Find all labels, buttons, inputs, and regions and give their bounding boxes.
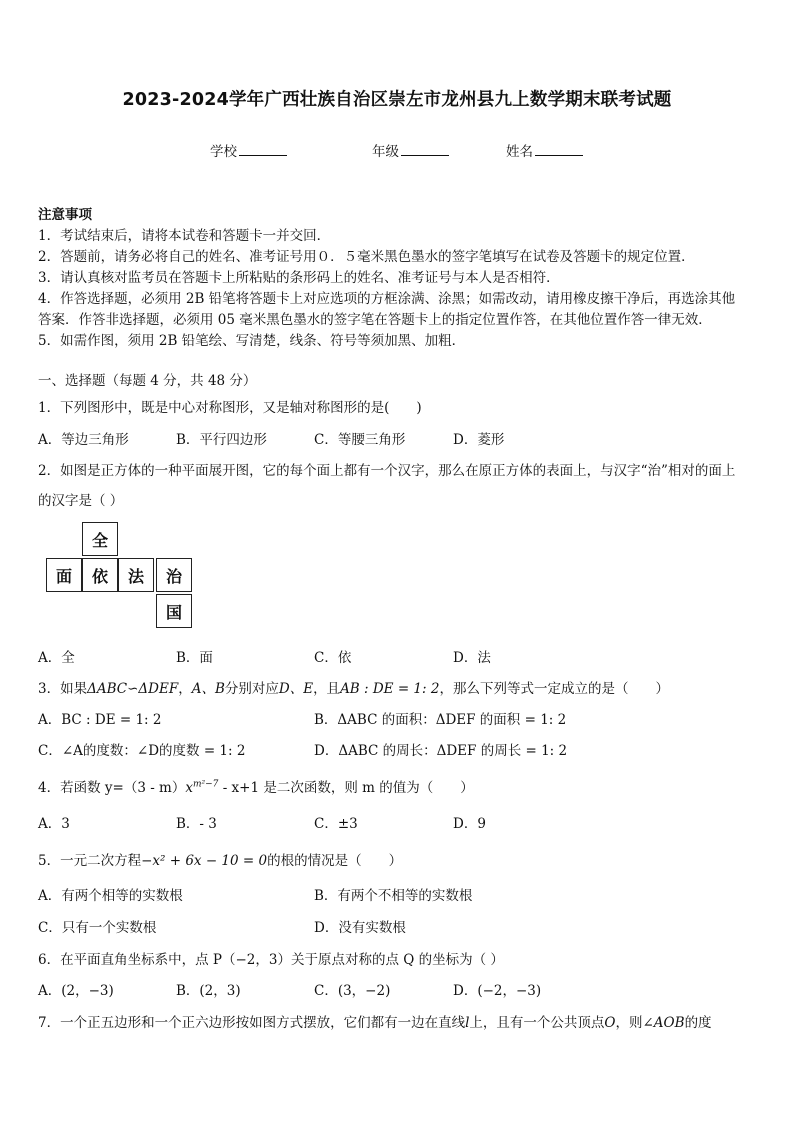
q3-text: ，且 bbox=[313, 681, 341, 697]
grade-field bbox=[372, 140, 449, 160]
q1-option-d: D．菱形 bbox=[453, 432, 505, 448]
q4-option-a: A．3 bbox=[38, 816, 70, 832]
question-4-stem bbox=[38, 776, 474, 796]
q4-option-c: C．±3 bbox=[314, 816, 358, 832]
q5-option-a: A．有两个相等的实数根 bbox=[38, 888, 183, 904]
net-cell: 全 bbox=[82, 522, 118, 556]
q4-option-d: D．9 bbox=[453, 816, 486, 832]
q4-exponent: m²−7 bbox=[192, 779, 219, 790]
q3-text: ，那么下列等式一定成立的是（ ） bbox=[439, 681, 669, 697]
net-cell: 依 bbox=[82, 558, 118, 592]
page-title: 2023-2024学年广西壮族自治区崇左市龙州县九上数学期末联考试题 bbox=[122, 90, 672, 110]
q4-math: x bbox=[185, 780, 193, 796]
school-blank bbox=[239, 143, 287, 156]
q1-option-c: C．等腰三角形 bbox=[314, 432, 406, 448]
q3-math: D、E bbox=[278, 681, 314, 697]
question-5-stem bbox=[38, 849, 402, 869]
q5-text: 5．一元二次方程 bbox=[38, 853, 142, 869]
q3-option-c: C．∠A的度数：∠D的度数 = 1: 2 bbox=[38, 743, 246, 759]
notice-item: 2．答题前，请务必将自己的姓名、准考证号用０．５毫米黑色墨水的签字笔填写在试卷及答题卡的规定位置． bbox=[38, 249, 695, 265]
q2-option-a: A．全 bbox=[38, 650, 75, 666]
q6-option-d: D．(−2，−3) bbox=[453, 983, 542, 999]
question-1-stem: 1．下列图形中，既是中心对称图形，又是轴对称图形的是( ) bbox=[38, 400, 422, 416]
q6-option-b: B．(2，3) bbox=[176, 983, 241, 999]
question-2-stem-cont: 的汉字是（ ） bbox=[38, 493, 124, 509]
q3-math: A、B bbox=[191, 681, 225, 697]
q5-option-b: B．有两个不相等的实数根 bbox=[314, 888, 473, 904]
grade-blank bbox=[401, 143, 449, 156]
q5-math: −x² + 6x − 10 = 0 bbox=[141, 853, 268, 869]
cube-net-figure bbox=[46, 522, 196, 628]
school-field bbox=[210, 140, 287, 160]
name-field bbox=[506, 140, 583, 160]
q7-math: ∠AOB bbox=[642, 1015, 685, 1031]
name-label: 姓名 bbox=[506, 144, 533, 160]
q1-option-b: B．平行四边形 bbox=[176, 432, 267, 448]
q3-option-a: A．BC : DE = 1: 2 bbox=[38, 712, 162, 728]
q2-option-d: D．法 bbox=[453, 650, 491, 666]
net-cell: 治 bbox=[156, 558, 192, 592]
notice-item: 答案．作答非选择题，必须用 05 毫米黑色墨水的签字笔在答题卡上的指定位置作答，在其他位置作答一律无效． bbox=[38, 312, 712, 328]
notice-item: 3．请认真核对监考员在答题卡上所粘贴的条形码上的姓名、准考证号与本人是否相符． bbox=[38, 270, 560, 286]
question-7-stem bbox=[38, 1011, 712, 1031]
q5-option-d: D．没有实数根 bbox=[314, 920, 406, 936]
school-label: 学校 bbox=[210, 144, 237, 160]
q3-math: AB : DE = 1: 2 bbox=[340, 681, 440, 697]
net-cell: 法 bbox=[118, 558, 154, 592]
notice-item: 5．如需作图，须用 2B 铅笔绘、写清楚，线条、符号等须加黑、加粗． bbox=[38, 333, 466, 349]
net-cell: 面 bbox=[46, 558, 82, 592]
q2-option-c: C．依 bbox=[314, 650, 352, 666]
question-2-stem: 2．如图是正方体的一种平面展开图，它的每个面上都有一个汉字，那么在原正方体的表面上，与汉字“治”相对的面上 bbox=[38, 463, 736, 479]
q3-option-d: D．ΔABC 的周长：ΔDEF 的周长 = 1: 2 bbox=[314, 743, 568, 759]
q3-text: 分别对应 bbox=[224, 681, 279, 697]
q5-option-c: C．只有一个实数根 bbox=[38, 920, 157, 936]
q3-option-b: B．ΔABC 的面积：ΔDEF 的面积 = 1: 2 bbox=[314, 712, 567, 728]
net-cell: 国 bbox=[156, 594, 192, 628]
name-blank bbox=[535, 143, 583, 156]
q6-option-a: A．(2，−3) bbox=[38, 983, 114, 999]
grade-label: 年级 bbox=[372, 144, 399, 160]
q7-text: 7．一个正五边形和一个正六边形按如图方式摆放，它们都有一边在直线 bbox=[38, 1015, 466, 1031]
q7-text: 的度 bbox=[684, 1015, 712, 1031]
question-6-stem: 6．在平面直角坐标系中，点 P（−2，3）关于原点对称的点 Q 的坐标为（ ） bbox=[38, 952, 504, 968]
notice-item: 4．作答选择题，必须用 2B 铅笔将答题卡上对应选项的方框涂满、涂黑；如需改动，请用橡皮擦干净后，再选涂其他 bbox=[38, 291, 736, 307]
q7-text: ，则 bbox=[615, 1015, 643, 1031]
q4-text: 4．若函数 y=（3 - m） bbox=[38, 780, 186, 796]
q6-option-c: C．(3，−2) bbox=[314, 983, 391, 999]
q7-math: l bbox=[465, 1015, 470, 1031]
q1-option-a: A．等边三角形 bbox=[38, 432, 129, 448]
q5-text: 的根的情况是（ ） bbox=[267, 853, 403, 869]
section-heading: 一、选择题（每题 4 分，共 48 分） bbox=[38, 373, 257, 389]
q3-math: ΔABC∽ΔDEF bbox=[87, 681, 179, 697]
q3-text: ， bbox=[178, 681, 192, 697]
q7-math: O bbox=[604, 1015, 616, 1031]
q3-text: 3．如果 bbox=[38, 681, 88, 697]
q4-option-b: B．- 3 bbox=[176, 816, 217, 832]
notice-heading: 注意事项 bbox=[38, 207, 92, 223]
notice-item: 1．考试结束后，请将本试卷和答题卡一并交回． bbox=[38, 228, 331, 244]
q7-text: 上，且有一个公共顶点 bbox=[469, 1015, 605, 1031]
q4-text: - x+1 是二次函数，则 m 的值为（ ） bbox=[218, 780, 474, 796]
question-3-stem bbox=[38, 677, 669, 697]
q2-option-b: B．面 bbox=[176, 650, 213, 666]
